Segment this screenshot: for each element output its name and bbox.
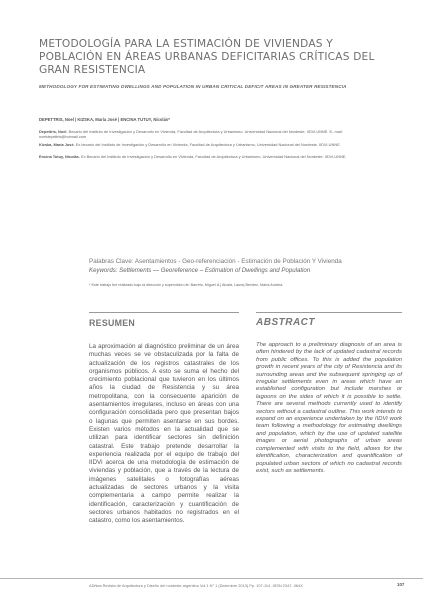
- journal-citation: ADNea Revista de Arquitectura y Diseño del nordeste argentino Vol 1 N° 1 (Diciembre 2013) Pp. 107-114 -ISSN 2347- 064X: [89, 583, 303, 588]
- affiliation-name: Depettris, Noel.: [39, 129, 68, 134]
- affiliation-text: Becario del Instituto de Investigación y Desarrollo en Vivienda, Facultad de Arquitectura y Urbanismo, Universidad Nacional del Nordeste. IIDVi-UNNE. E- mail: noeldepettris@hotmail.com: [39, 129, 343, 140]
- abstract-heading: ABSTRACT: [256, 317, 315, 328]
- affiliation-text: Ex Becario del Instituto de Investigación y Desarrollo en Vivienda, Facultad de Arquitectura y Urbanismo, Universidad Nacional del Nordeste. IIDVi-UNNE.: [79, 154, 347, 159]
- article-title-english: METHODOLOGY FOR ESTIMATING DWELLINGS AND POPULATION IN URBAN CRITICAL DEFICIT AREAS IN GREATER RESISTENCIA: [39, 84, 347, 89]
- author-list: DEPETTRIS, Noel | KIZSKA, María José | ENCINA TUTUY, Nicolás*: [39, 117, 170, 122]
- affiliation-kizska: [39, 142, 389, 147]
- keywords-english: Keywords: Settlements — Georeference – Estimation of Dwellings and Population: [89, 267, 311, 274]
- article-title-spanish: METODOLOGÍA PARA LA ESTIMACIÓN DE VIVIENDAS Y POBLACIÓN EN ÁREAS URBANAS DEFICITARIAS CRÍTICAS DEL GRAN RESISTENCIA: [39, 38, 375, 76]
- abstract-divider: [256, 312, 402, 313]
- supervision-footnote: * Este trabajo fue realizado bajo la dirección y supervisión de: Barreto, Miguel Á.| Alcalá, Laura| Benítez, María Andrea.: [89, 283, 284, 287]
- abstract-text: The approach to a preliminary diagnosis of an area is often hindered by the lack of updated cadastral records from public offices. To this is added the population growth in recent years of the city of Resistencia and its surrounding areas and the subsequent springing up of irregular settlements even in areas which have an established configuration but include marshes or lagoons on the sides of which it is possible to settle. There are several methods currently used to identify sectors without a cadastral outline. This work intends to expand on an experience undertaken by the IIDVi work team following a methodology for estimating dwellings and population, which by the use of updated satellite images or aerial photographs of urban areas complemented with visits to the field, allows for the identification, characterization and quantification of populated urban sectors of which no cadastral records exist, such as settlements.: [256, 342, 402, 474]
- affiliation-name: Encina Tutuy, Nicolás.: [39, 154, 80, 159]
- footer-divider: [0, 578, 423, 579]
- affiliation-depettris: [39, 129, 389, 140]
- page-number: 107: [397, 582, 405, 587]
- affiliation-encina: [39, 154, 389, 159]
- keywords-spanish: Palabras Clave: Asentamientos - Geo-referenciación - Estimación de Población Y Vivienda: [89, 258, 342, 265]
- resumen-divider: [89, 312, 239, 313]
- affiliation-name: Kizska, María José.: [39, 142, 75, 147]
- resumen-text: La aproximación al diagnóstico preliminar de un área muchas veces se ve obstaculizada por la falta de actualización de los registros catastrales de los organismos públicos. A esto se suma el hecho del crecimiento poblacional que tuvieron en los últimos años la ciudad de Resistencia y su área metropolitana, con la consecuente aparición de asentamientos irregulares, incluso en áreas con una configuración consolidada pero que presentan bajos o lagunas que permiten asentarse en sus bordes. Existen varios métodos en la actualidad que se utilizan para identificar sectores sin definición catastral. Este trabajo pretende desarrollar la experiencia realizada por el equipo de trabajo del IIDVi acerca de una metodología de estimación de viviendas y población, que a través de la lectura de imágenes satelitales o fotografías aéreas actualizadas de sectores urbanos y la visita complementaria a campo permite realizar la identificación, caracterización y cuantificación de sectores urbanos habitados no registrados en el catastro, como los asentamientos.: [89, 343, 239, 525]
- affiliation-text: Ex becario del Instituto de Investigación y Desarrollo en Vivienda, Facultad de Arquitectura y Urbanismo, Universidad Nacional del Nordeste. IIDVi-UNNE.: [74, 142, 341, 147]
- resumen-heading: RESUMEN: [89, 318, 136, 328]
